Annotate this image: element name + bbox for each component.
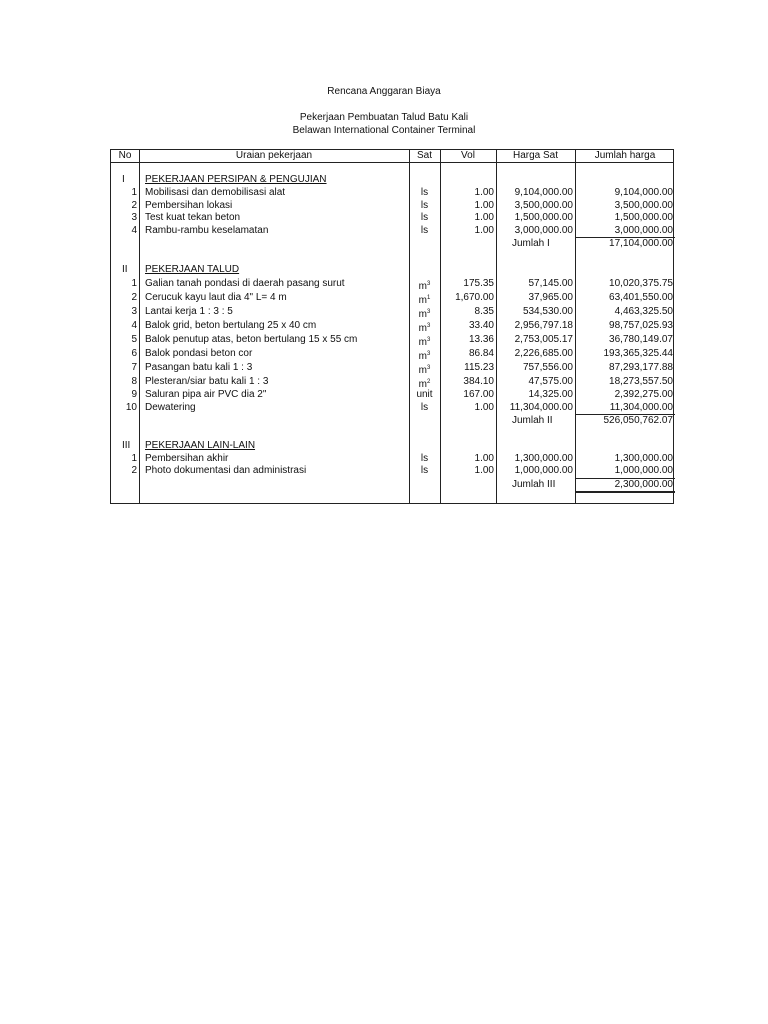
header-vol: Vol [461, 150, 475, 161]
item-unit-price: 534,530.00 [522, 306, 573, 317]
item-unit: ls [420, 465, 429, 476]
subtotal-label: Jumlah I [512, 238, 550, 249]
item-total-price: 1,000,000.00 [614, 465, 673, 476]
item-description: Saluran pipa air PVC dia 2" [145, 389, 267, 400]
subtotal-label: Jumlah III [512, 479, 556, 490]
item-volume: 86.84 [468, 348, 494, 359]
item-total-price: 63,401,550.00 [609, 292, 673, 303]
item-unit-price: 9,104,000.00 [514, 187, 573, 198]
item-total-price: 10,020,375.75 [609, 278, 673, 289]
item-total-price: 87,293,177.88 [609, 362, 673, 373]
header-divider [111, 162, 673, 163]
header-jumlah-harga: Jumlah harga [594, 150, 656, 161]
item-total-price: 36,780,149.07 [609, 334, 673, 345]
item-number: 5 [131, 334, 137, 345]
item-number: 1 [131, 453, 137, 464]
item-number: 2 [131, 292, 137, 303]
item-description: Galian tanah pondasi di daerah pasang surut [145, 278, 345, 289]
item-volume: 1.00 [474, 402, 494, 413]
header-harga-sat: Harga Sat [512, 150, 559, 161]
subtotal-label: Jumlah II [512, 415, 553, 426]
subtotal-amount: 526,050,762.07 [603, 415, 673, 426]
item-description: Plesteran/siar batu kali 1 : 3 [145, 376, 269, 387]
item-description: Photo dokumentasi dan administrasi [145, 465, 307, 476]
document-subtitle-location: Belawan International Container Terminal [292, 125, 476, 136]
item-unit-price: 2,956,797.18 [514, 320, 573, 331]
item-description: Pasangan batu kali 1 : 3 [145, 362, 253, 373]
unit-exponent: 3 [427, 323, 431, 329]
item-description: Cerucuk kayu laut dia 4" L= 4 m [145, 292, 287, 303]
section-number: III [122, 440, 131, 451]
item-unit: $m^3$ [418, 281, 431, 292]
header-uraian: Uraian pekerjaan [235, 150, 313, 161]
item-description: Test kuat tekan beton [145, 212, 241, 223]
item-description: Balok grid, beton bertulang 25 x 40 cm [145, 320, 317, 331]
item-unit: ls [420, 402, 429, 413]
item-volume: 1,670.00 [455, 292, 494, 303]
item-volume: 384.10 [463, 376, 494, 387]
item-volume: 1.00 [474, 200, 494, 211]
item-unit: $m^3$ [418, 323, 431, 334]
item-unit: $m^3$ [418, 309, 431, 320]
item-volume: 33.40 [468, 320, 494, 331]
item-number: 7 [131, 362, 137, 373]
item-unit-price: 1,300,000.00 [514, 453, 573, 464]
item-volume: 1.00 [474, 212, 494, 223]
item-unit: $m^2$ [418, 379, 431, 390]
column-divider [139, 150, 140, 503]
item-volume: 13.36 [468, 334, 494, 345]
item-unit-price: 3,500,000.00 [514, 200, 573, 211]
item-description: Balok penutup atas, beton bertulang 15 x 55 cm [145, 334, 358, 345]
unit-exponent: 3 [427, 365, 431, 371]
item-volume: 1.00 [474, 453, 494, 464]
item-unit: $m^3$ [418, 365, 431, 376]
subtotal-rule [575, 491, 675, 493]
item-total-price: 98,757,025.93 [609, 320, 673, 331]
item-number: 1 [131, 278, 137, 289]
item-description: Pembersihan akhir [145, 453, 229, 464]
item-number: 9 [131, 389, 137, 400]
item-volume: 1.00 [474, 225, 494, 236]
item-number: 3 [131, 212, 137, 223]
item-unit: ls [420, 453, 429, 464]
item-total-price: 1,300,000.00 [614, 453, 673, 464]
item-number: 10 [125, 402, 137, 413]
item-unit-price: 2,753,005.17 [514, 334, 573, 345]
item-total-price: 11,304,000.00 [609, 402, 673, 413]
item-volume: 115.23 [464, 362, 494, 373]
item-volume: 1.00 [474, 465, 494, 476]
document-title: Rencana Anggaran Biaya [327, 86, 441, 97]
item-total-price: 1,500,000.00 [614, 212, 673, 223]
item-volume: 1.00 [474, 187, 494, 198]
item-unit-price: 57,145.00 [528, 278, 573, 289]
budget-table [110, 149, 674, 504]
item-unit-price: 11,304,000.00 [509, 402, 573, 413]
item-number: 1 [131, 187, 137, 198]
item-unit: ls [420, 187, 429, 198]
unit-exponent: 1 [427, 295, 431, 301]
item-unit: unit [416, 389, 433, 400]
item-volume: 8.35 [474, 306, 494, 317]
item-unit: ls [420, 225, 429, 236]
item-unit-price: 14,325.00 [528, 389, 573, 400]
item-description: Mobilisasi dan demobilisasi alat [145, 187, 286, 198]
item-number: 2 [131, 465, 137, 476]
subtotal-amount: 2,300,000.00 [614, 479, 673, 490]
item-total-price: 18,273,557.50 [609, 376, 673, 387]
header-no: No [118, 150, 132, 161]
section-title: PEKERJAAN PERSIPAN & PENGUJIAN [145, 174, 327, 185]
document-subtitle: Pekerjaan Pembuatan Talud Batu Kali [299, 112, 469, 123]
section-number: II [122, 264, 128, 275]
item-unit-price: 3,000,000.00 [514, 225, 573, 236]
item-volume: 175.35 [463, 278, 494, 289]
unit-exponent: 2 [427, 379, 431, 385]
item-unit-price: 757,556.00 [522, 362, 573, 373]
item-total-price: 3,000,000.00 [614, 225, 673, 236]
item-total-price: 3,500,000.00 [614, 200, 673, 211]
item-total-price: 193,365,325.44 [603, 348, 673, 359]
item-unit: ls [420, 200, 429, 211]
unit-exponent: 3 [427, 309, 431, 315]
section-number: I [122, 174, 125, 185]
item-unit-price: 1,000,000.00 [514, 465, 573, 476]
item-number: 8 [131, 376, 137, 387]
item-unit: $m^3$ [418, 351, 431, 362]
item-unit-price: 2,226,685.00 [514, 348, 573, 359]
item-unit-price: 47,575.00 [528, 376, 573, 387]
item-unit-price: 1,500,000.00 [514, 212, 573, 223]
header-sat: Sat [416, 150, 432, 161]
unit-exponent: 3 [427, 351, 431, 357]
item-unit-price: 37,965.00 [528, 292, 573, 303]
item-number: 4 [131, 320, 137, 331]
item-unit: ls [420, 212, 429, 223]
item-description: Rambu-rambu keselamatan [145, 225, 269, 236]
item-total-price: 4,463,325.50 [614, 306, 673, 317]
section-title: PEKERJAAN LAIN-LAIN [145, 440, 256, 451]
unit-exponent: 3 [427, 281, 431, 287]
item-total-price: 2,392,275.00 [614, 389, 673, 400]
item-description: Pembersihan lokasi [145, 200, 233, 211]
item-number: 6 [131, 348, 137, 359]
item-number: 4 [131, 225, 137, 236]
item-number: 2 [131, 200, 137, 211]
item-volume: 167.00 [463, 389, 494, 400]
subtotal-amount: 17,104,000.00 [609, 238, 673, 249]
unit-exponent: 3 [427, 337, 431, 343]
section-title: PEKERJAAN TALUD [145, 264, 240, 275]
item-number: 3 [131, 306, 137, 317]
item-description: Dewatering [145, 402, 196, 413]
item-unit: $m^1$ [418, 295, 431, 306]
item-unit: $m^3$ [418, 337, 431, 348]
item-description: Balok pondasi beton cor [145, 348, 253, 359]
item-description: Lantai kerja 1 : 3 : 5 [145, 306, 233, 317]
item-total-price: 9,104,000.00 [614, 187, 673, 198]
